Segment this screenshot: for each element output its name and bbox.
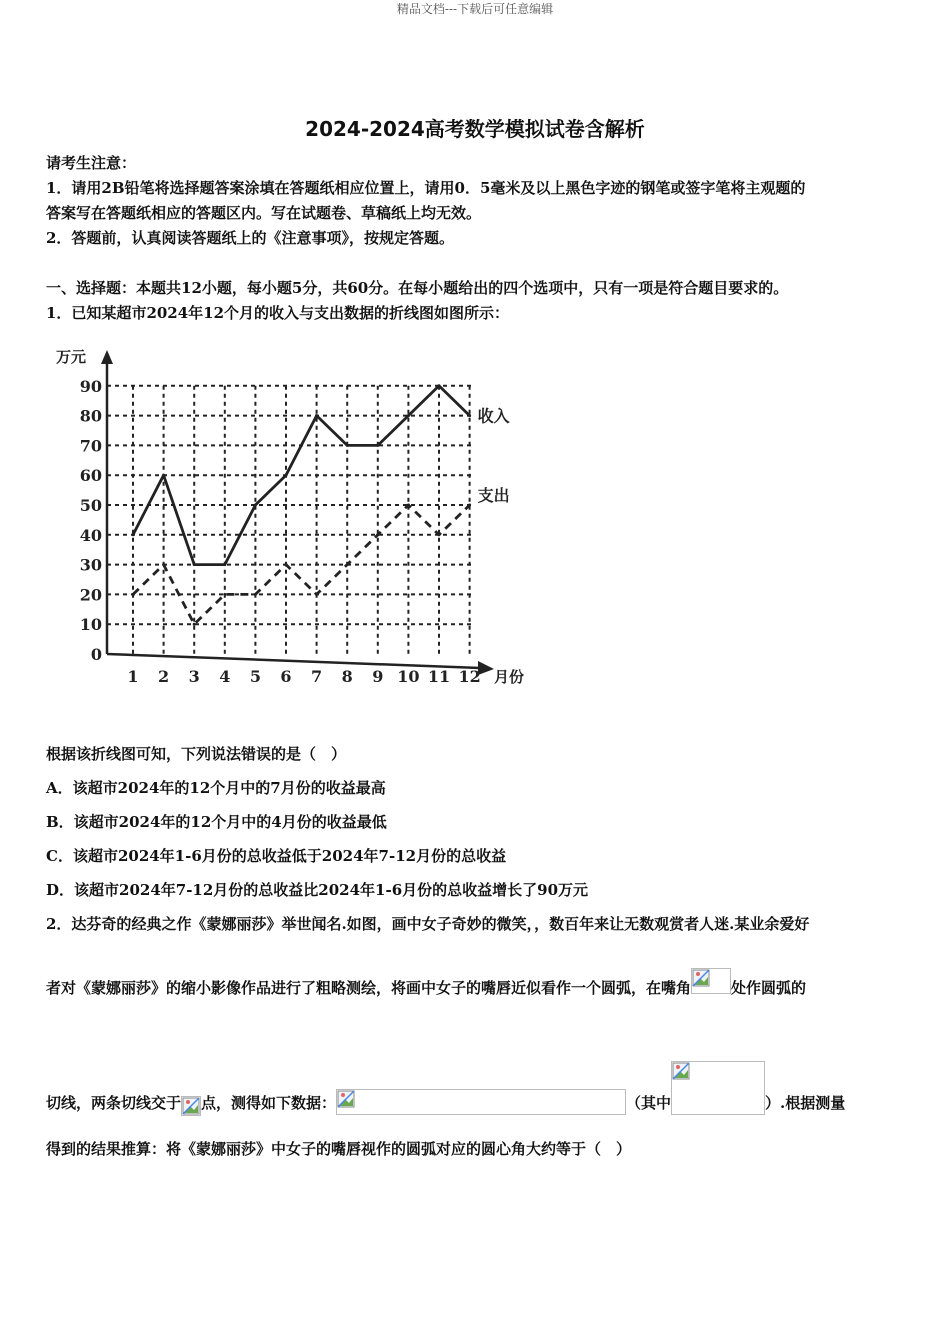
y-tick-label: 40 bbox=[79, 525, 102, 545]
question-1-option-d: D．该超市2024年7-12月份的总收益比2024年1-6月份的总收益增长了90万元 bbox=[46, 881, 589, 899]
data-point bbox=[132, 593, 135, 596]
data-point bbox=[193, 623, 196, 626]
x-tick-label: 5 bbox=[249, 667, 261, 686]
data-point bbox=[346, 444, 349, 447]
data-point bbox=[438, 533, 441, 536]
formula-image-placeholder bbox=[181, 1096, 201, 1116]
data-point bbox=[468, 504, 471, 507]
formula-image-placeholder bbox=[336, 1089, 626, 1115]
y-tick-label: 10 bbox=[79, 615, 102, 635]
y-tick-label: 90 bbox=[79, 376, 102, 396]
x-tick-label: 7 bbox=[311, 667, 323, 686]
x-axis-label: 月份 bbox=[494, 668, 525, 686]
question-2-line-4: 得到的结果推算：将《蒙娜丽莎》中女子的嘴唇视作的圆弧对应的圆心角大约等于（ ） bbox=[46, 1140, 632, 1158]
notice-heading: 请考生注意： bbox=[46, 154, 137, 172]
question-2-line-3-text-d: ）.根据测量 bbox=[765, 1094, 846, 1112]
x-axis bbox=[107, 654, 480, 668]
x-tick-label: 8 bbox=[341, 667, 353, 686]
income-expense-line-chart bbox=[50, 338, 540, 698]
document-title: 2024-2024高考数学模拟试卷含解析 bbox=[305, 117, 645, 141]
data-point bbox=[376, 533, 379, 536]
chart-axes bbox=[101, 350, 494, 675]
question-2-line-2 bbox=[46, 976, 806, 1002]
question-2-line-2-text-a: 者对《蒙娜丽莎》的缩小影像作品进行了粗略测绘，将画中女子的嘴唇近似看作一个圆弧，在嘴角 bbox=[46, 979, 692, 997]
data-point bbox=[315, 414, 318, 417]
x-tick-label: 6 bbox=[280, 667, 292, 686]
y-tick-label: 60 bbox=[79, 466, 102, 486]
x-tick-label: 9 bbox=[372, 667, 384, 686]
y-axis-label: 万元 bbox=[56, 348, 87, 366]
data-point bbox=[132, 533, 135, 536]
question-2-line-3-text-c: （其中 bbox=[626, 1094, 672, 1112]
question-2-line-1: 2．达芬奇的经典之作《蒙娜丽莎》举世闻名.如图，画中女子奇妙的微笑，，数百年来让无数观赏者人迷.某业余爱好 bbox=[46, 915, 810, 933]
page-header-note: 精品文档---下载后可任意编辑 bbox=[396, 2, 554, 16]
series-label: 支出 bbox=[477, 486, 510, 505]
data-point bbox=[315, 593, 318, 596]
y-tick-label: 20 bbox=[79, 585, 102, 605]
question-1-option-c: C．该超市2024年1-6月份的总收益低于2024年7-12月份的总收益 bbox=[46, 847, 507, 865]
broken-image-icon bbox=[692, 969, 710, 987]
x-tick-label: 3 bbox=[188, 667, 200, 686]
question-2-line-2-text-b: 处作圆弧的 bbox=[731, 979, 807, 997]
x-tick-label: 12 bbox=[458, 667, 481, 686]
chart-tick-labels bbox=[80, 377, 481, 686]
x-tick-label: 2 bbox=[158, 667, 170, 686]
section-heading-choice: 一、选择题：本题共12小题，每小题5分，共60分。在每小题给出的四个选项中，只有一项是符合题目要求的。 bbox=[46, 279, 789, 297]
data-point bbox=[254, 593, 257, 596]
notice-item-2: 2．答题前，认真阅读答题纸上的《注意事项》，按规定答题。 bbox=[46, 229, 454, 247]
notice-item-1-line-1: 1．请用2B铅笔将选择题答案涂填在答题纸相应位置上，请用0．5毫米及以上黑色字迹的钢笔或签字笔将主观题的 bbox=[46, 179, 806, 197]
broken-image-icon bbox=[337, 1090, 355, 1108]
y-tick-label: 70 bbox=[79, 436, 102, 456]
data-point bbox=[223, 563, 226, 566]
data-point bbox=[162, 563, 165, 566]
y-tick-label: 80 bbox=[79, 406, 102, 426]
x-tick-label: 1 bbox=[127, 667, 139, 686]
y-tick-label: 30 bbox=[79, 555, 102, 575]
question-1-option-b: B．该超市2024年的12个月中的4月份的收益最低 bbox=[46, 813, 387, 831]
question-2-line-3 bbox=[46, 1077, 845, 1131]
question-2-line-3-text-b: 点，测得如下数据： bbox=[201, 1094, 337, 1112]
data-point bbox=[285, 474, 288, 477]
chart-grid bbox=[107, 386, 472, 654]
broken-image-icon bbox=[672, 1062, 690, 1080]
formula-image-placeholder bbox=[671, 1061, 765, 1115]
y-tick-label: 50 bbox=[79, 496, 102, 515]
question-1-stem: 1．已知某超市2024年12个月的收入与支出数据的折线图如图所示： bbox=[46, 304, 510, 322]
broken-image-icon bbox=[182, 1097, 200, 1115]
y-tick-label: 0 bbox=[90, 645, 102, 664]
question-1-ask: 根据该折线图可知，下列说法错误的是（ ） bbox=[46, 745, 347, 763]
x-tick-label: 4 bbox=[219, 667, 231, 686]
data-point bbox=[285, 563, 288, 566]
question-1-option-a: A．该超市2024年的12个月中的7月份的收益最高 bbox=[46, 779, 386, 797]
data-point bbox=[254, 504, 257, 507]
data-point bbox=[438, 384, 441, 387]
data-point bbox=[223, 593, 226, 596]
x-tick-label: 11 bbox=[427, 667, 451, 686]
x-tick-label: 10 bbox=[397, 667, 420, 686]
data-point bbox=[407, 504, 410, 507]
data-point bbox=[193, 563, 196, 566]
formula-image-placeholder bbox=[691, 968, 731, 994]
data-point bbox=[346, 563, 349, 566]
series-label: 收入 bbox=[477, 406, 510, 426]
data-point bbox=[376, 444, 379, 447]
y-axis-arrow bbox=[101, 350, 113, 364]
data-point bbox=[407, 414, 410, 417]
notice-item-1-line-2: 答案写在答题纸相应的答题区内。写在试题卷、草稿纸上均无效。 bbox=[46, 204, 482, 222]
question-2-line-3-text-a: 切线，两条切线交于 bbox=[46, 1094, 182, 1112]
data-point bbox=[468, 414, 471, 417]
data-point bbox=[162, 474, 165, 477]
